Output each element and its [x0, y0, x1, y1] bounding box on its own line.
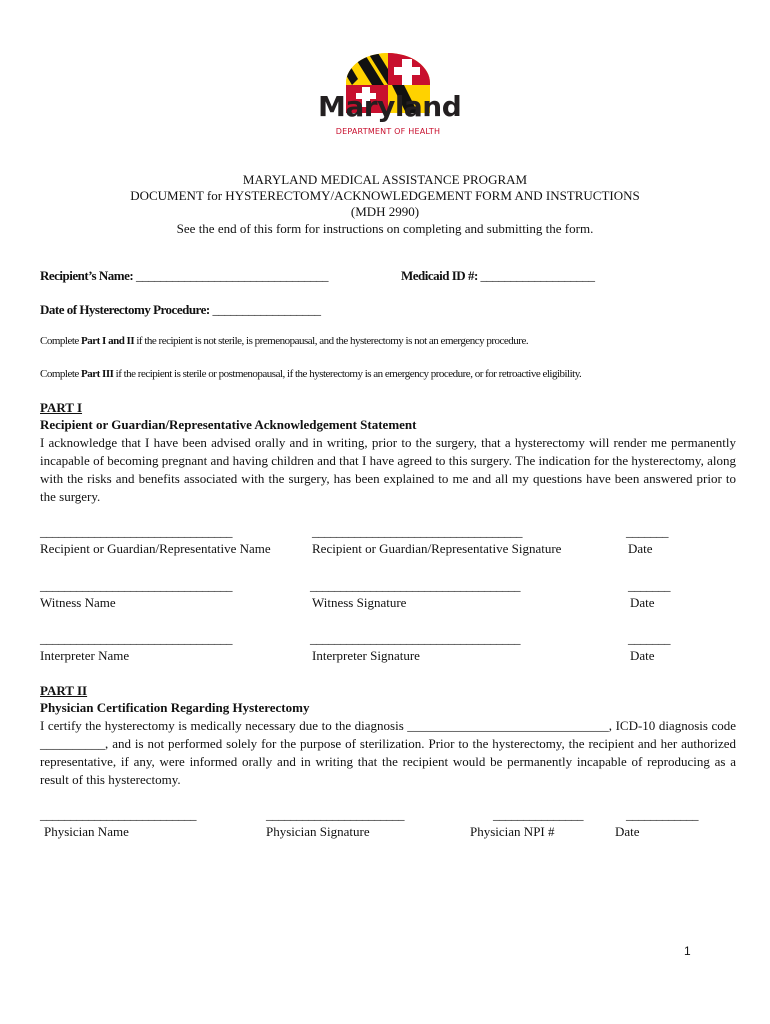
interpreter-date-line[interactable]: _______ — [628, 631, 670, 646]
logo-wordmark: Maryland — [318, 90, 462, 123]
interpreter-signature-caption: Interpreter Signature — [312, 648, 420, 663]
part2-subheading: Physician Certification Regarding Hysterectomy — [40, 700, 310, 715]
interpreter-signature-line[interactable]: ___________________________________ — [310, 631, 520, 646]
physician-npi-line[interactable]: _______________ — [493, 807, 583, 822]
recipient-date-caption: Date — [628, 541, 653, 556]
recipient-signature-caption: Recipient or Guardian/Representative Signature — [312, 541, 562, 556]
part1-heading: PART I — [40, 400, 83, 415]
physician-name-line[interactable]: __________________________ — [40, 807, 196, 822]
physician-signature-line[interactable]: _______________________ — [266, 807, 404, 822]
medicaid-id-label: Medicaid ID #: — [401, 268, 478, 283]
physician-date-line[interactable]: ____________ — [626, 807, 698, 822]
part1-subheading: Recipient or Guardian/Representative Acknowledgement Statement — [40, 417, 417, 432]
recipient-signature-line[interactable]: ___________________________________ — [312, 524, 522, 539]
recipient-name-caption: Recipient or Guardian/Representative Name — [40, 541, 271, 556]
recipient-name-field[interactable]: ________________________________ — [135, 268, 328, 283]
part2-heading: PART II — [40, 683, 88, 698]
form-title-line2: DOCUMENT for HYSTERECTOMY/ACKNOWLEDGEMENT FORM AND INSTRUCTIONS — [130, 188, 640, 203]
medicaid-id-row — [401, 268, 595, 284]
physician-npi-caption: Physician NPI # — [470, 824, 555, 839]
witness-date-line[interactable]: _______ — [628, 578, 670, 593]
physician-date-caption: Date — [615, 824, 640, 839]
interpreter-date-caption: Date — [630, 648, 655, 663]
logo-department: DEPARTMENT OF HEALTH — [335, 127, 441, 136]
instruction-part3: Complete Part III if the recipient is sterile or postmenopausal, if the hysterectomy is an emergency procedure, or for retroactive eligibility. — [40, 368, 582, 380]
physician-name-caption: Physician Name — [44, 824, 129, 839]
witness-name-caption: Witness Name — [40, 595, 116, 610]
form-subtitle: See the end of this form for instructions on completing and submitting the form. — [176, 221, 594, 236]
form-title-line1: MARYLAND MEDICAL ASSISTANCE PROGRAM — [242, 172, 528, 187]
part1-statement: I acknowledge that I have been advised orally and in writing, prior to the surgery, that a hysterectomy will render me permanently incapable of becoming pregnant and having children and that I have agreed to this surgery. The indication for the hysterectomy, along with the risks and benefits associated with the surgery, has been explained to me and all my questions have been answered prior to the surgery. — [40, 435, 736, 504]
recipient-date-line[interactable]: _______ — [626, 524, 668, 539]
interpreter-name-caption: Interpreter Name — [40, 648, 130, 663]
recipient-name-row — [40, 268, 328, 284]
part2-certification: I certify the hysterectomy is medically necessary due to the diagnosis _______________________________, ICD-10 diagnosis code __________, and is not performed solely for the purpose of sterilization. Prior to the hysterectomy, the recipient and her authorized representative, if any, were informed orally and in writing that the recipient would be permanently incapable of reproducing as a result of this hysterectomy. — [40, 718, 736, 787]
witness-date-caption: Date — [630, 595, 655, 610]
physician-signature-caption: Physician Signature — [266, 824, 370, 839]
witness-signature-caption: Witness Signature — [312, 595, 407, 610]
procedure-date-field[interactable]: __________________ — [212, 302, 321, 317]
recipient-name-sig-line[interactable]: ________________________________ — [40, 524, 232, 539]
instruction-part1-2: Complete Part I and II if the recipient is not sterile, is premenopausal, and the hysterectomy is not an emergency procedure. — [40, 335, 529, 347]
interpreter-name-line[interactable]: ________________________________ — [40, 631, 232, 646]
procedure-date-row — [40, 302, 320, 318]
witness-signature-line[interactable]: ___________________________________ — [310, 578, 520, 593]
medicaid-id-field[interactable]: ___________________ — [480, 268, 595, 283]
procedure-date-label: Date of Hysterectomy Procedure: — [40, 302, 210, 317]
witness-name-line[interactable]: ________________________________ — [40, 578, 232, 593]
recipient-name-label: Recipient’s Name: — [40, 268, 134, 283]
page-number: 1 — [684, 944, 691, 958]
form-title-line3: (MDH 2990) — [350, 204, 420, 219]
